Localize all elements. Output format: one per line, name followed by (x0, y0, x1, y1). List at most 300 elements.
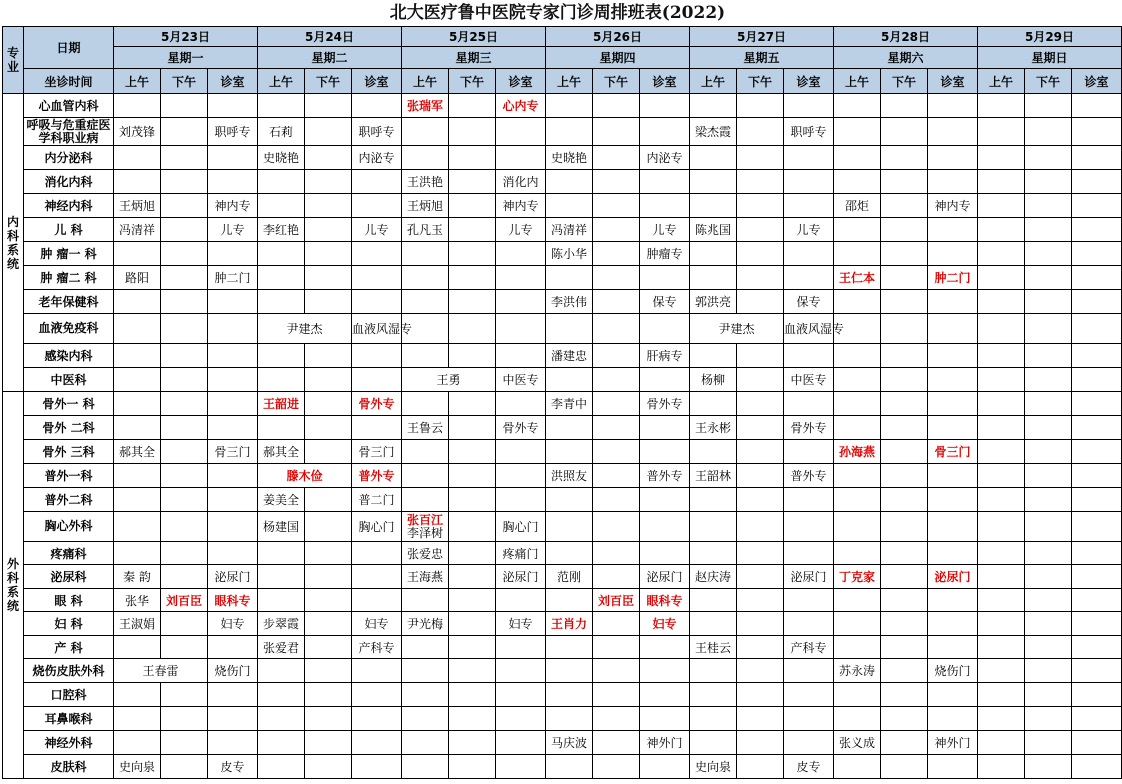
cell-pm (1025, 589, 1072, 612)
cell-text: 儿专 (220, 223, 245, 237)
cell-text: 潘建忠 (550, 349, 587, 363)
cell-room (352, 440, 402, 464)
cell-pm (881, 612, 928, 636)
cell-room (1072, 542, 1122, 565)
cell-pm (161, 194, 208, 218)
cell-am (834, 344, 881, 368)
cell-am (546, 266, 593, 290)
cell-pm (593, 242, 640, 266)
cell-pm (449, 266, 496, 290)
cell-text: 中医专 (790, 373, 827, 387)
cell-room (496, 194, 546, 218)
cell-room (352, 416, 402, 440)
slot-header-0-0: 上午 (114, 69, 161, 94)
cell-text: 郝其全 (262, 445, 299, 459)
cell-pm (449, 344, 496, 368)
schedule-row (3, 589, 1122, 612)
cell-merged (690, 314, 784, 344)
cell-pm (881, 589, 928, 612)
cell-text: 冯清祥 (118, 223, 155, 237)
cell-am (834, 612, 881, 636)
cell-am (114, 290, 161, 314)
cell-pm (161, 392, 208, 416)
cell-pm (449, 118, 496, 146)
cell-am (402, 755, 449, 779)
cell-pm (305, 290, 352, 314)
cell-am (258, 242, 305, 266)
cell-am (258, 440, 305, 464)
cell-pm (305, 612, 352, 636)
cell-am (690, 368, 737, 392)
cell-am (114, 416, 161, 440)
cell-room (352, 368, 402, 392)
cell-text: 肿二门 (214, 271, 251, 285)
specialty-name: 内分泌科 (24, 146, 114, 170)
specialty-name: 血液免疫科 (24, 314, 114, 344)
cell-room (784, 512, 834, 542)
cell-am (258, 344, 305, 368)
cell-text: 骨外专 (790, 421, 827, 435)
cell-am (114, 464, 161, 488)
cell-room (352, 242, 402, 266)
cell-am (546, 589, 593, 612)
cell-room (640, 118, 690, 146)
cell-text: 烧伤门 (214, 664, 251, 678)
cell-room (496, 118, 546, 146)
cell-room (640, 707, 690, 731)
cell-room (496, 314, 546, 344)
cell-pm (1025, 488, 1072, 512)
slot-header-5-1: 下午 (881, 69, 928, 94)
cell-room (208, 146, 258, 170)
cell-room (208, 512, 258, 542)
slot-header-3-1: 下午 (593, 69, 640, 94)
cell-am (258, 146, 305, 170)
cell-room (784, 194, 834, 218)
specialty-name: 骨外 三科 (24, 440, 114, 464)
cell-am (258, 512, 305, 542)
cell-pm (593, 589, 640, 612)
schedule-row (3, 118, 1122, 146)
cell-am (978, 314, 1025, 344)
cell-room (640, 314, 690, 344)
cell-room (208, 464, 258, 488)
cell-room (640, 146, 690, 170)
cell-room (496, 344, 546, 368)
cell-room (640, 94, 690, 118)
cell-room (928, 512, 978, 542)
cell-room (208, 589, 258, 612)
cell-text: 妇专 (652, 617, 677, 631)
cell-room (928, 565, 978, 589)
cell-room (352, 589, 402, 612)
cell-room (208, 94, 258, 118)
cell-am (258, 266, 305, 290)
cell-text: 泌尿门 (790, 570, 827, 584)
cell-room (496, 612, 546, 636)
cell-room (352, 266, 402, 290)
cell-room (208, 314, 258, 344)
cell-room (784, 464, 834, 488)
cell-room (928, 94, 978, 118)
group-label-1 (3, 392, 24, 779)
schedule-row (3, 170, 1122, 194)
cell-am (978, 416, 1025, 440)
cell-text: 妇专 (508, 617, 533, 631)
cell-am (402, 392, 449, 416)
cell-am (546, 314, 593, 344)
cell-room (208, 266, 258, 290)
cell-text: 冯清祥 (550, 223, 587, 237)
cell-pm (1025, 392, 1072, 416)
cell-am (834, 118, 881, 146)
cell-am (258, 542, 305, 565)
cell-text: 张瑞军 (406, 99, 443, 113)
cell-pm (593, 368, 640, 392)
cell-pm (305, 194, 352, 218)
cell-text: 刘百臣 (597, 593, 634, 608)
cell-text: 孙海燕 (838, 445, 875, 459)
cell-am (402, 512, 449, 542)
cell-am (114, 731, 161, 755)
cell-pm (737, 368, 784, 392)
cell-am (546, 612, 593, 636)
cell-pm (449, 242, 496, 266)
cell-am (546, 636, 593, 659)
cell-room (640, 218, 690, 242)
cell-text: 保专 (796, 295, 821, 309)
cell-am (402, 344, 449, 368)
cell-room (352, 194, 402, 218)
cell-room (1072, 242, 1122, 266)
cell-pm (737, 542, 784, 565)
cell-room (496, 368, 546, 392)
cell-am (978, 392, 1025, 416)
cell-text: 郝其全 (118, 445, 155, 459)
cell-am (114, 118, 161, 146)
cell-am (834, 290, 881, 314)
cell-pm (737, 170, 784, 194)
cell-am (114, 368, 161, 392)
cell-pm (305, 755, 352, 779)
cell-text: 职呼专 (214, 125, 251, 139)
cell-text: 史晓艳 (262, 151, 299, 165)
cell-pm (449, 488, 496, 512)
cell-pm (305, 170, 352, 194)
cell-am (114, 683, 161, 707)
cell-text: 范刚 (556, 570, 581, 584)
cell-text: 产科专 (790, 640, 827, 655)
cell-am (690, 242, 737, 266)
cell-am (834, 707, 881, 731)
schedule-row (3, 392, 1122, 416)
cell-room (208, 194, 258, 218)
cell-am (402, 440, 449, 464)
specialty-name: 产 科 (24, 636, 114, 659)
cell-am (402, 488, 449, 512)
cell-am (546, 368, 593, 392)
cell-am (258, 659, 305, 683)
cell-pm (305, 659, 352, 683)
cell-text: 疼痛门 (502, 546, 539, 561)
cell-am (546, 242, 593, 266)
cell-am (114, 146, 161, 170)
schedule-row (3, 636, 1122, 659)
schedule-row (3, 290, 1122, 314)
schedule-row (3, 565, 1122, 589)
cell-am (546, 170, 593, 194)
cell-text: 王炳旭 (406, 199, 443, 213)
cell-text: 肝病专 (646, 349, 683, 363)
cell-am (402, 146, 449, 170)
cell-room (784, 368, 834, 392)
cell-room (208, 170, 258, 194)
cell-am (690, 194, 737, 218)
cell-pm (1025, 731, 1072, 755)
cell-pm (881, 146, 928, 170)
cell-am (978, 290, 1025, 314)
cell-am (402, 589, 449, 612)
cell-am (834, 589, 881, 612)
cell-pm (161, 170, 208, 194)
cell-room (928, 118, 978, 146)
cell-room (208, 440, 258, 464)
cell-pm (305, 731, 352, 755)
cell-am (258, 612, 305, 636)
cell-pm (161, 218, 208, 242)
cell-am (690, 542, 737, 565)
cell-pm (161, 146, 208, 170)
cell-am (258, 488, 305, 512)
cell-pm (737, 118, 784, 146)
schedule-row (3, 464, 1122, 488)
cell-pm (593, 218, 640, 242)
cell-pm (737, 94, 784, 118)
cell-am (978, 118, 1025, 146)
cell-room (784, 542, 834, 565)
cell-am (402, 290, 449, 314)
schedule-row (3, 542, 1122, 565)
cell-text: 张华 (124, 593, 149, 608)
cell-room (208, 488, 258, 512)
cell-room (352, 344, 402, 368)
cell-am (402, 612, 449, 636)
cell-am (402, 636, 449, 659)
cell-pm (161, 464, 208, 488)
cell-text: 妇专 (220, 617, 245, 631)
cell-text: 普外专 (646, 469, 683, 483)
cell-text: 孔凡玉 (406, 223, 443, 237)
cell-pm (161, 542, 208, 565)
cell-pm (449, 683, 496, 707)
cell-pm (161, 731, 208, 755)
cell-am (114, 440, 161, 464)
cell-room (784, 440, 834, 464)
cell-am (690, 266, 737, 290)
cell-room (1072, 218, 1122, 242)
cell-am (114, 392, 161, 416)
cell-room (640, 416, 690, 440)
cell-pm (1025, 290, 1072, 314)
cell-room (784, 755, 834, 779)
specialty-header (3, 27, 24, 94)
cell-room (208, 612, 258, 636)
cell-text: 王仁本 (838, 271, 875, 285)
schedule-row (3, 707, 1122, 731)
cell-text: 丁克家 (838, 570, 875, 584)
cell-text: 张百江 (406, 512, 443, 527)
cell-pm (161, 440, 208, 464)
cell-pm (881, 440, 928, 464)
cell-pm (881, 314, 928, 344)
cell-room (1072, 170, 1122, 194)
cell-am (402, 266, 449, 290)
cell-room (640, 683, 690, 707)
cell-pm (737, 242, 784, 266)
cell-am (690, 464, 737, 488)
cell-am (258, 636, 305, 659)
cell-text: 血液风湿专 (784, 322, 845, 336)
schedule-row (3, 488, 1122, 512)
schedule-table (2, 26, 1122, 779)
cell-text: 苏永涛 (838, 664, 875, 678)
cell-am (402, 242, 449, 266)
cell-room (352, 94, 402, 118)
cell-pm (737, 392, 784, 416)
cell-pm (593, 344, 640, 368)
cell-room (928, 612, 978, 636)
cell-text: 张义成 (838, 736, 875, 750)
specialty-name: 普外二科 (24, 488, 114, 512)
cell-pm (449, 589, 496, 612)
day-date-6: 5月29日 (978, 27, 1122, 47)
cell-room (928, 636, 978, 659)
cell-am (834, 488, 881, 512)
cell-pm (593, 146, 640, 170)
cell-pm (1025, 218, 1072, 242)
cell-text: 张爱忠 (406, 546, 443, 561)
cell-pm (737, 344, 784, 368)
cell-pm (161, 314, 208, 344)
cell-room (640, 368, 690, 392)
cell-text: 石莉 (268, 125, 293, 139)
cell-room (640, 464, 690, 488)
specialty-name: 中医科 (24, 368, 114, 392)
specialty-label: 专业 (6, 46, 19, 74)
cell-text: 中医专 (502, 373, 539, 387)
cell-room (928, 368, 978, 392)
cell-text: 张爱君 (262, 640, 299, 655)
cell-text: 杨建国 (262, 520, 299, 534)
cell-room (208, 683, 258, 707)
cell-text: 刘茂锋 (118, 125, 155, 139)
schedule-row (3, 344, 1122, 368)
cell-pm (593, 194, 640, 218)
cell-pm (305, 416, 352, 440)
cell-am (978, 242, 1025, 266)
cell-am (690, 440, 737, 464)
cell-am (402, 464, 449, 488)
cell-am (402, 659, 449, 683)
cell-pm (161, 612, 208, 636)
cell-room (640, 440, 690, 464)
cell-pm (305, 565, 352, 589)
day-weekday-4: 星期五 (690, 47, 834, 69)
cell-am (114, 542, 161, 565)
cell-am (834, 440, 881, 464)
cell-room (496, 683, 546, 707)
cell-room (784, 290, 834, 314)
cell-text: 史向泉 (118, 760, 155, 774)
cell-am (834, 146, 881, 170)
cell-am (834, 512, 881, 542)
cell-pm (1025, 266, 1072, 290)
cell-text: 骨外专 (502, 421, 539, 435)
cell-room (208, 542, 258, 565)
cell-am (114, 755, 161, 779)
cell-room (784, 707, 834, 731)
cell-room (928, 392, 978, 416)
cell-pm (1025, 440, 1072, 464)
cell-pm (737, 565, 784, 589)
cell-room (928, 416, 978, 440)
cell-pm (593, 440, 640, 464)
cell-am (258, 731, 305, 755)
cell-room (352, 731, 402, 755)
cell-text: 职呼专 (790, 125, 827, 139)
cell-am (114, 636, 161, 659)
cell-am (402, 683, 449, 707)
cell-am (114, 218, 161, 242)
cell-am (978, 488, 1025, 512)
cell-am (834, 565, 881, 589)
cell-pm (449, 194, 496, 218)
cell-room (208, 392, 258, 416)
cell-pm (881, 290, 928, 314)
cell-pm (1025, 416, 1072, 440)
cell-room (784, 589, 834, 612)
cell-room (928, 683, 978, 707)
cell-room (928, 542, 978, 565)
cell-am (546, 512, 593, 542)
cell-pm (593, 416, 640, 440)
cell-text: 眼科专 (214, 593, 251, 608)
cell-room (928, 440, 978, 464)
cell-am (114, 266, 161, 290)
schedule-row (3, 266, 1122, 290)
cell-room (352, 290, 402, 314)
cell-am (546, 464, 593, 488)
slot-header-0-1: 下午 (161, 69, 208, 94)
cell-am (690, 512, 737, 542)
slot-header-1-2: 诊室 (352, 69, 402, 94)
cell-am (834, 464, 881, 488)
day-date-2: 5月25日 (402, 27, 546, 47)
cell-room (352, 659, 402, 683)
cell-room (208, 290, 258, 314)
cell-room (784, 314, 845, 344)
cell-text: 心内专 (502, 99, 539, 113)
slot-header-6-2: 诊室 (1072, 69, 1122, 94)
cell-room (352, 314, 413, 344)
cell-text: 烧伤门 (934, 664, 971, 678)
cell-am (690, 707, 737, 731)
cell-pm (1025, 636, 1072, 659)
cell-am (978, 707, 1025, 731)
specialty-name: 呼吸与危重症医学科职业病 (24, 118, 114, 146)
cell-text: 马庆波 (550, 736, 587, 750)
cell-pm (881, 266, 928, 290)
